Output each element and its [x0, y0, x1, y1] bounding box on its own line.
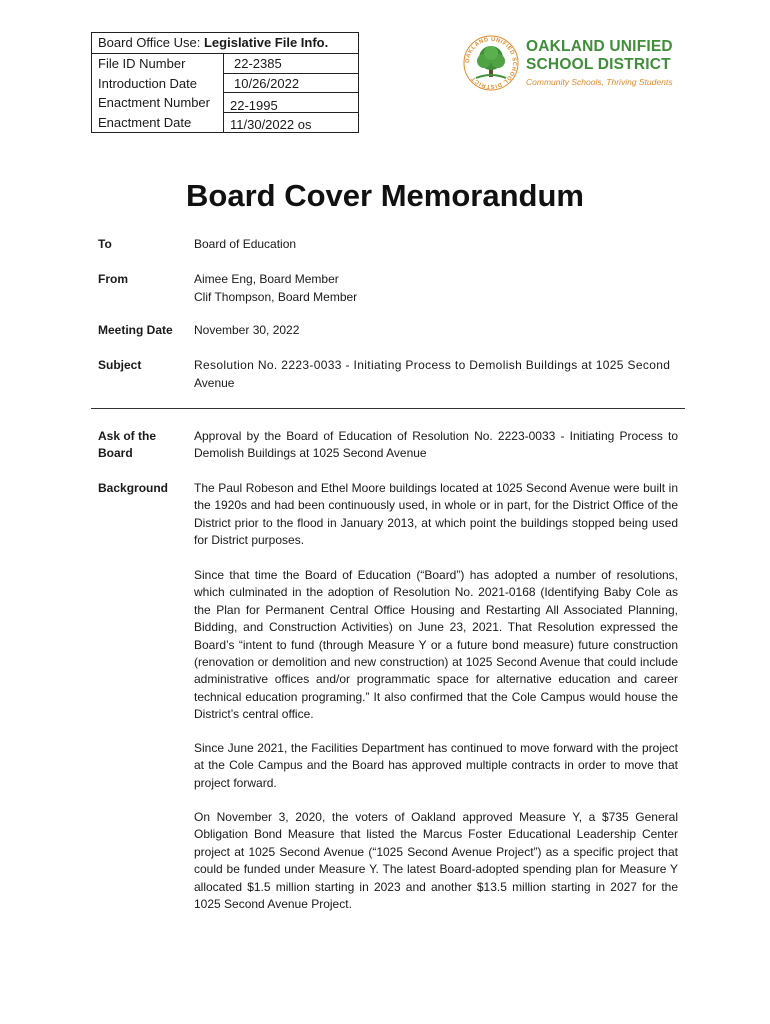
file-id-value: 22-2385	[224, 54, 358, 74]
from-value-1: Aimee Eng, Board Member	[194, 272, 339, 286]
enactment-number-value: 22-1995	[224, 93, 358, 113]
to-value: Board of Education	[194, 237, 297, 251]
enactment-date-row	[92, 113, 358, 133]
background-paragraph-4: On November 3, 2020, the voters of Oakland approved Measure Y, a $735 General Obligation Bond Measure that listed the Marcus Foster Educational Leadership Center project at 1025 Second Avenue (“1025 Second Avenue Project”) as a specific project that could be funded under Measure Y. The latest Board-adopted spending plan for Measure Y allocated $1.5 million starting in 2023 and another $13.5 million starting in 2027 for the 1025 Second Avenue Project.	[194, 810, 678, 912]
district-seal-icon	[462, 34, 520, 92]
district-name-line-1: OAKLAND UNIFIED	[526, 38, 673, 55]
from-value-2: Clif Thompson, Board Member	[194, 289, 358, 304]
ask-of-board-text: Approval by the Board of Education of Resolution No. 2223-0033 - Initiating Process to Demolish Buildings at 1025 Second Avenue	[194, 429, 678, 461]
background-paragraph-2: Since that time the Board of Education (“Board”) has adopted a number of resolutions, which culminated in the adoption of Resolution No. 2021-0168 (Identifying Baby Cole as the Plan for Permanent Central Office Housing and Restarting All Associated Planning, Bidding, and Construction Activities) on June 23, 2021. That Resolution expressed the Board’s “intent to fund (through Measure Y or a future bond measure) future construction (renovation or demolition and new construction) at 1025 Second Avenue that could include administrative offices and/or programmatic space for alternative education and career technical education programing.” It also confirmed that the Cole Campus would house the District’s central office.	[194, 568, 678, 722]
meeting-date-value: November 30, 2022	[194, 323, 300, 337]
file-box-header-bold: Legislative File Info.	[203, 35, 329, 50]
enactment-date-label: Enactment Date	[92, 113, 224, 133]
ask-label-line-2: Board	[98, 446, 133, 461]
introduction-date-value: 10/26/2022	[224, 74, 358, 94]
district-tagline: Community Schools, Thriving Students	[526, 77, 673, 87]
page-title: Board Cover Memorandum	[186, 178, 584, 213]
legislative-file-info-box	[91, 32, 359, 133]
subject-label: Subject	[98, 358, 142, 372]
background-label: Background	[98, 481, 169, 495]
subject-value-1: Resolution No. 2223-0033 - Initiating Process to Demolish Buildings at 1025 Second	[194, 358, 671, 372]
introduction-date-label: Introduction Date	[92, 74, 224, 94]
district-logo	[462, 34, 692, 94]
background-paragraph-1: The Paul Robeson and Ethel Moore buildings located at 1025 Second Avenue were built in the 1920s and had been continuously used, in whole or in part, for the District Office of the District prior to the flood in January 2013, at which point the buildings stopped being used for District purposes.	[194, 481, 678, 548]
file-id-row	[92, 54, 358, 74]
enactment-date-value: 11/30/2022 os	[230, 116, 312, 132]
to-label: To	[98, 237, 112, 251]
background-paragraph-3: Since June 2021, the Facilities Department has continued to move forward with the project at the Cole Campus and the Board has approved multiple contracts in order to move that project forward.	[194, 741, 678, 790]
from-label: From	[98, 272, 128, 286]
meeting-date-label: Meeting Date	[98, 323, 173, 337]
enactment-number-label: Enactment Number	[92, 93, 224, 113]
district-name-line-2: SCHOOL DISTRICT	[526, 56, 671, 73]
seal-ring-text: OAKLAND UNIFIED SCHOOL DISTRICT	[464, 36, 518, 90]
ask-label-line-1: Ask of the	[98, 429, 157, 443]
file-box-header-prefix: Board Office Use:	[98, 35, 204, 50]
file-id-label: File ID Number	[92, 54, 224, 74]
subject-value-2: Avenue	[194, 375, 235, 390]
introduction-date-row	[92, 74, 358, 94]
file-box-header	[92, 33, 358, 54]
section-divider	[91, 408, 685, 409]
enactment-number-row	[92, 93, 358, 113]
